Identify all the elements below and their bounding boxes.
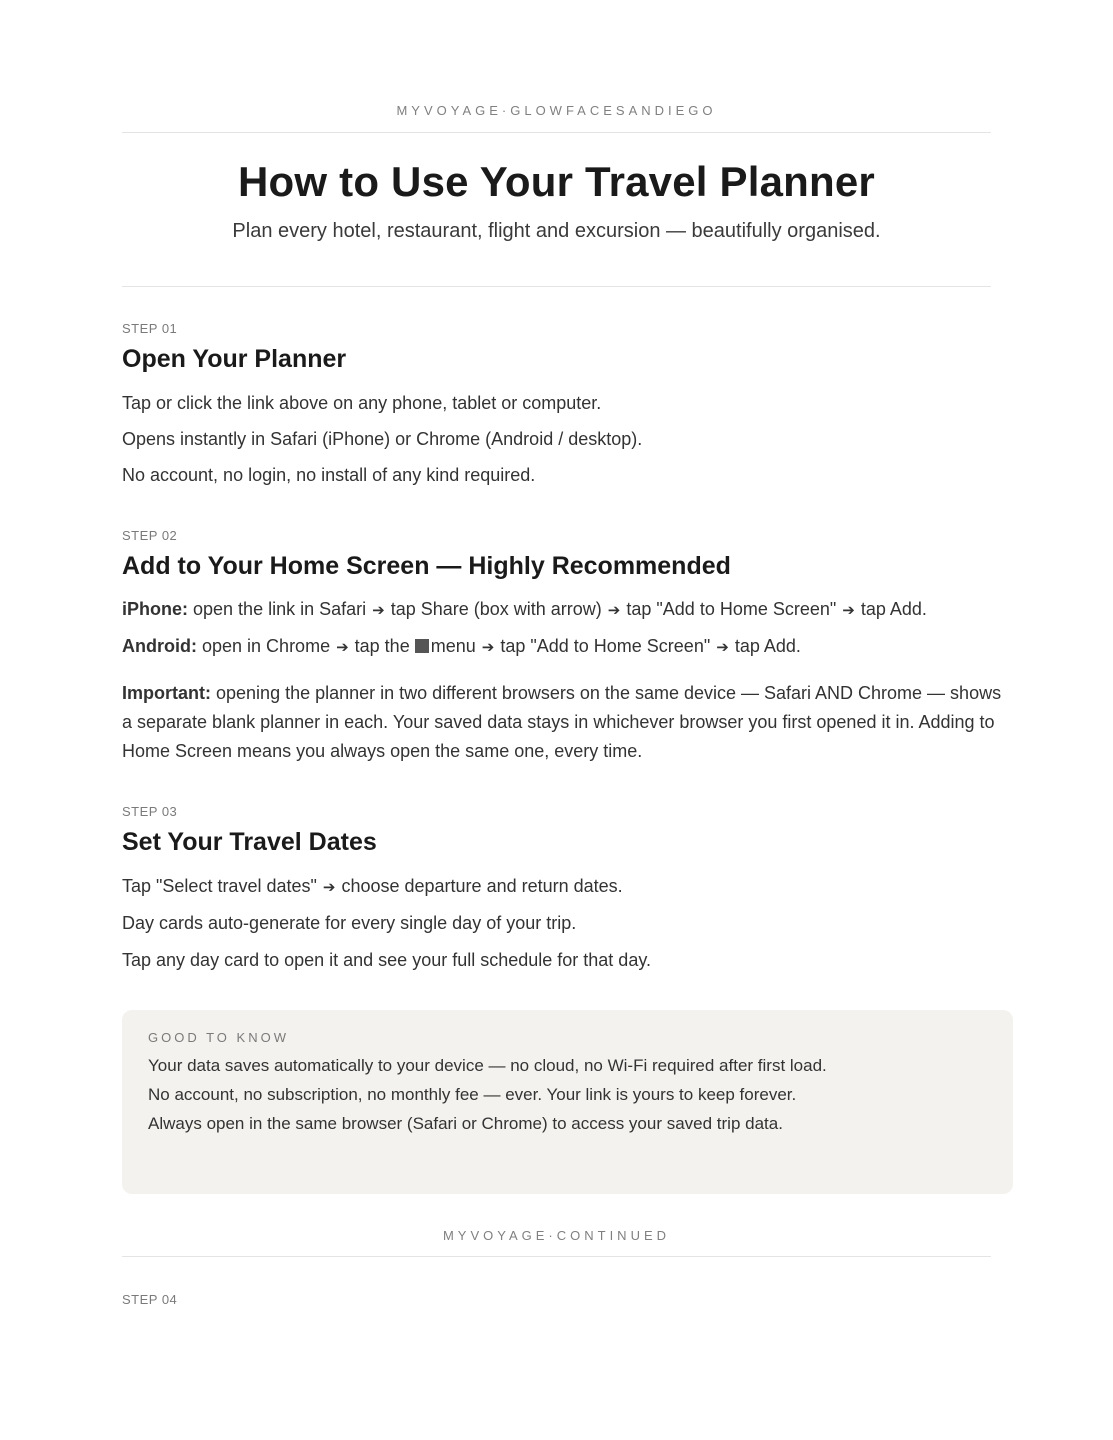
arrow-right-icon: ➔: [372, 602, 385, 619]
callout-line: No account, no subscription, no monthly fee — ever. Your link is yours to keep forever.: [148, 1085, 797, 1104]
instruction-part: open the link in Safari: [193, 599, 367, 619]
instruction-part: tap the: [354, 636, 410, 656]
step-04-label: STEP 04: [122, 1292, 178, 1307]
important-note: [122, 679, 1002, 766]
android-instructions: [122, 636, 801, 657]
instruction-part: open in Chrome: [202, 636, 331, 656]
callout-line: Always open in the same browser (Safari or Chrome) to access your saved trip data.: [148, 1114, 783, 1133]
good-to-know-callout: [122, 1010, 1013, 1194]
arrow-right-icon: ➔: [481, 639, 495, 656]
menu-icon: [415, 639, 429, 653]
step-03-label: STEP 03: [122, 804, 178, 819]
instruction-part: menu: [430, 636, 476, 656]
important-text: opening the planner in two different browsers on the same device — Safari AND Chrome — shows a separate blank planner in each. Your saved data stays in whichever browser you first opened it in. Adding to Home Screen means you always open the same one, every time.: [122, 683, 1002, 761]
page-title: How to Use Your Travel Planner: [238, 158, 875, 205]
divider: [122, 286, 991, 287]
step-03-line: [122, 876, 623, 897]
divider: [122, 1256, 991, 1257]
iphone-label: iPhone:: [122, 599, 188, 619]
arrow-right-icon: ➔: [716, 639, 729, 656]
important-label: Important:: [122, 683, 211, 703]
callout-line: Your data saves automatically to your device — no cloud, no Wi-Fi required after first load.: [148, 1056, 827, 1075]
instruction-part: tap "Add to Home Screen": [626, 599, 837, 619]
instruction-part: tap Add.: [734, 636, 801, 656]
divider: [122, 132, 991, 133]
android-label: Android:: [122, 636, 197, 656]
step-03-heading: Set Your Travel Dates: [122, 828, 377, 856]
page-subtitle: Plan every hotel, restaurant, flight and excursion — beautifully organised.: [232, 220, 881, 242]
step-01-label: STEP 01: [122, 321, 178, 336]
iphone-instructions: [122, 599, 927, 620]
arrow-right-icon: ➔: [336, 639, 349, 656]
step-01-line: Tap or click the link above on any phone, tablet or computer.: [122, 393, 602, 413]
arrow-right-icon: ➔: [322, 879, 336, 896]
step-01-line: No account, no login, no install of any kind required.: [122, 465, 536, 485]
instruction-part: tap Add.: [860, 599, 927, 619]
step-03-line: Day cards auto-generate for every single day of your trip.: [122, 913, 577, 933]
brand-header: MYVOYAGE·GLOWFACESANDIEGO: [396, 103, 717, 118]
step-01-line: Opens instantly in Safari (iPhone) or Chrome (Android / desktop).: [122, 429, 643, 449]
step-02-label: STEP 02: [122, 528, 178, 543]
instruction-part: tap "Add to Home Screen": [500, 636, 711, 656]
step-01-heading: Open Your Planner: [122, 345, 347, 373]
instruction-part: Tap "Select travel dates": [122, 876, 317, 896]
instruction-part: tap Share (box with arrow): [390, 599, 602, 619]
instruction-part: choose departure and return dates.: [341, 876, 623, 896]
arrow-right-icon: ➔: [842, 602, 855, 619]
arrow-right-icon: ➔: [607, 602, 621, 619]
step-03-line: Tap any day card to open it and see your full schedule for that day.: [122, 950, 651, 970]
step-02-heading: Add to Your Home Screen — Highly Recommended: [122, 552, 731, 580]
callout-label: GOOD TO KNOW: [148, 1030, 289, 1045]
brand-continued: MYVOYAGE·CONTINUED: [442, 1228, 671, 1243]
